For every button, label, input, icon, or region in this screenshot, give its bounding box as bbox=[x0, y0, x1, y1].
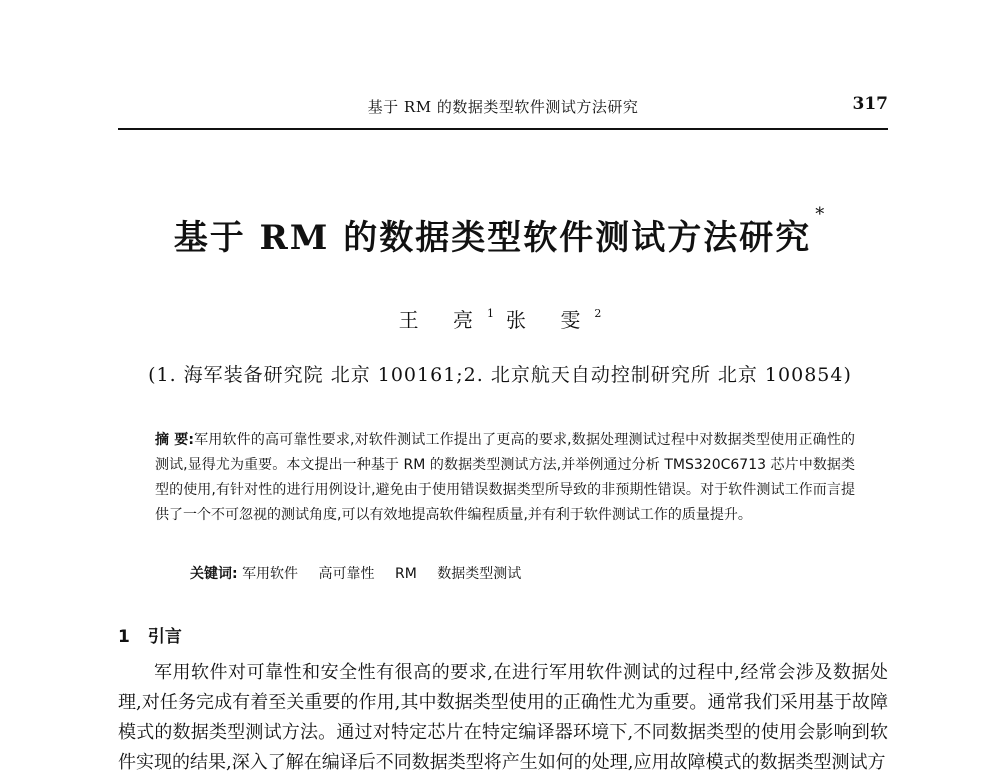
section-number: 1 bbox=[118, 627, 130, 647]
affiliations: (1. 海军装备研究院 北京 100161;2. 北京航天自动控制研究所 北京 100854) bbox=[148, 364, 852, 386]
paper-title bbox=[0, 204, 1000, 259]
author-affil-mark: 2 bbox=[594, 307, 602, 321]
section-heading bbox=[118, 622, 182, 647]
abstract-label: 摘 要: bbox=[155, 432, 194, 448]
title-footnote-marker: * bbox=[815, 204, 827, 225]
keywords bbox=[190, 563, 537, 583]
section-title: 引言 bbox=[147, 627, 182, 647]
running-head bbox=[118, 92, 888, 122]
author-name: 王 亮 bbox=[398, 308, 487, 332]
page-number: 317 bbox=[852, 94, 888, 114]
paper-title-text: 基于 RM 的数据类型软件测试方法研究 bbox=[173, 218, 812, 258]
abstract-text: 军用软件的高可靠性要求,对软件测试工作提出了更高的要求,数据处理测试过程中对数据类型使用正确性的测试,显得尤为重要。本文提出一种基于 RM 的数据类型测试方法,并举例通过分析 TMS320C6713 芯片中数据类型的使用,有针对性的进行用例设计,避免由于使用错误数据类型所导致的非预期性错误。对于软件测试工作而言提供了一个不可忽视的测试角度,可以有效地提高软件编程质量,并有利于软件测试工作的质量提升。 bbox=[155, 432, 855, 523]
author-affil-mark: 1 bbox=[487, 307, 494, 321]
keyword: 数据类型测试 bbox=[437, 566, 522, 582]
header-rule bbox=[118, 128, 888, 130]
keyword: RM bbox=[394, 566, 417, 582]
keyword: 高可靠性 bbox=[318, 566, 375, 582]
keywords-label: 关键词: bbox=[190, 566, 238, 582]
keyword: 军用软件 bbox=[242, 566, 299, 582]
abstract bbox=[155, 428, 855, 528]
author-name: 张 雯 bbox=[506, 308, 595, 332]
author-list bbox=[0, 304, 1000, 333]
body-paragraph: 军用软件对可靠性和安全性有很高的要求,在进行军用软件测试的过程中,经常会涉及数据处理,对任务完成有着至关重要的作用,其中数据类型使用的正确性尤为重要。通常我们采用基于故障模式的数据类型测试方法。通过对特定芯片在特定编译器环境下,不同数据类型的使用会影响到软件实现的结果,深入了解在编译后不同数据类型将产生如何的处理,应用故障模式的数据类型测试方 bbox=[118, 662, 888, 773]
running-head-title: 基于 RM 的数据类型软件测试方法研究 bbox=[367, 98, 639, 116]
